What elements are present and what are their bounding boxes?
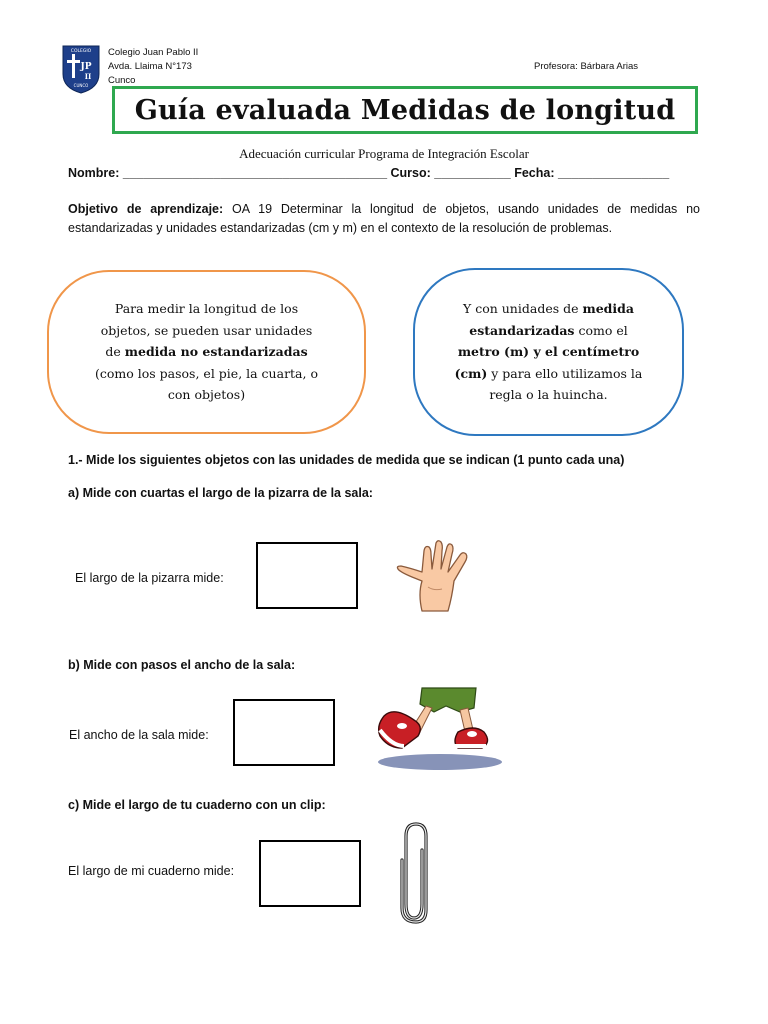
question-1-heading: 1.- Mide los siguientes objetos con las unidades de medida que se indican (1 punto cada una): [68, 453, 625, 467]
non-standard-term: medida no estandarizadas: [124, 344, 308, 360]
bubble-right-line: metro (m) y el centímetro: [457, 344, 640, 360]
school-info: [108, 46, 198, 88]
hand-icon: [392, 539, 492, 624]
page-title: Guía evaluada Medidas de longitud: [134, 94, 676, 126]
svg-text:JP: JP: [80, 62, 92, 72]
standard-units-bubble: [413, 268, 684, 436]
school-logo: [61, 44, 101, 94]
part-a-prompt: a) Mide con cuartas el largo de la pizarra de la sala:: [68, 486, 373, 500]
objective-label: Objetivo de aprendizaje:: [68, 202, 224, 216]
bubble-left-line: objetos, se pueden usar unidades: [100, 322, 313, 338]
school-name: Colegio Juan Pablo II: [108, 47, 199, 58]
title-box: [112, 86, 698, 134]
bubble-right-line: (cm) y para ello utilizamos la: [454, 365, 643, 381]
objective-text: OA 19 Determinar la longitud de objetos, usando unidades de medidas no estandarizadas y unidades estandarizadas (cm y m) en el contexto de la resolución de problemas.: [68, 202, 700, 235]
part-c-answer-box[interactable]: [259, 840, 361, 907]
svg-text:II: II: [84, 72, 92, 81]
bubble-left-line: (como los pasos, el pie, la cuarta, o: [95, 365, 318, 381]
walking-legs-icon: [374, 686, 504, 777]
bubble-right-line: regla o la huincha.: [489, 387, 608, 403]
teacher-name: Profesora: Bárbara Arias: [534, 61, 639, 72]
school-address: Avda. Llaima N°173: [108, 61, 192, 72]
subtitle: Adecuación curricular Programa de Integración Escolar: [239, 146, 529, 161]
paperclip-icon: [398, 820, 434, 929]
learning-objective: [68, 200, 700, 238]
part-c-label: El largo de mi cuaderno mide:: [68, 864, 235, 878]
student-fields: Nombre: ______________________________________ Curso: ___________ Fecha: ________________: [68, 166, 670, 180]
svg-text:CUNCO: CUNCO: [73, 83, 89, 88]
bubble-right-line: Y con unidades de medida: [462, 301, 634, 317]
bubble-left-line: con objetos): [167, 387, 246, 403]
part-a-answer-box[interactable]: [256, 542, 358, 609]
part-b-prompt: b) Mide con pasos el ancho de la sala:: [68, 658, 296, 672]
school-city: Cunco: [108, 75, 136, 86]
non-standard-units-bubble: [47, 270, 366, 434]
part-c-prompt: c) Mide el largo de tu cuaderno con un clip:: [68, 798, 326, 812]
part-b-label: El ancho de la sala mide:: [69, 728, 209, 742]
bubble-left-line: de medida no estandarizadas: [105, 344, 308, 360]
part-b-answer-box[interactable]: [233, 699, 335, 766]
bubble-left-line: Para medir la longitud de los: [114, 301, 299, 317]
part-a-label: El largo de la pizarra mide:: [75, 571, 224, 585]
bubble-right-line: estandarizadas como el: [469, 322, 628, 338]
svg-text:COLEGIO: COLEGIO: [70, 49, 92, 54]
